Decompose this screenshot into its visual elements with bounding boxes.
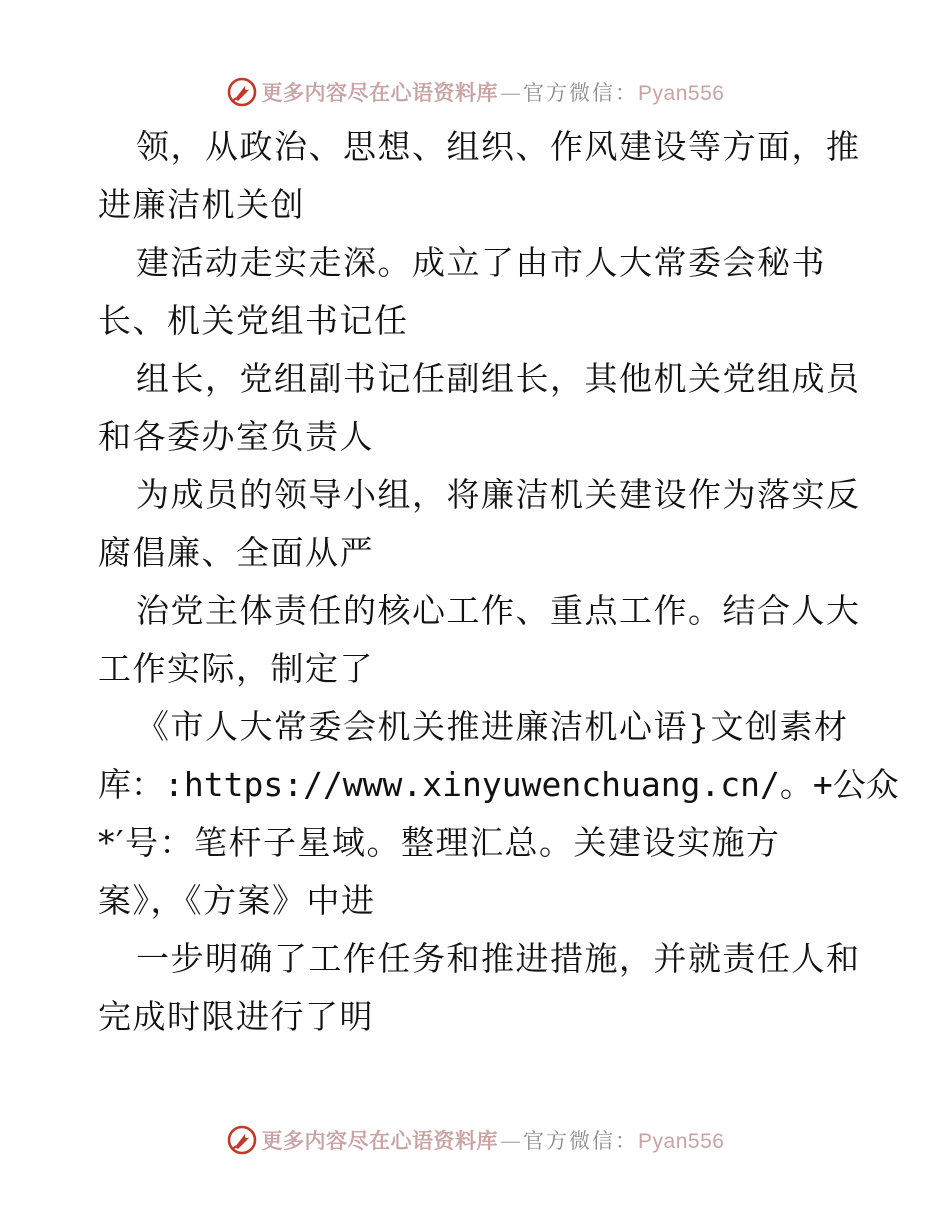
text-line: 一步明确了工作任务和推进措施，并就责任人和: [136, 939, 861, 978]
banner-wechat-label: 官方微信：: [523, 81, 639, 105]
header-banner: [0, 72, 950, 112]
pen-nib-logo-icon: [226, 76, 258, 108]
banner-site-name: 更多内容尽在心语资料库: [261, 1128, 499, 1153]
text-line: 进廉洁机关创: [98, 185, 305, 224]
text-line: 长、机关党组书记任: [98, 301, 409, 340]
footer-banner: [0, 1120, 950, 1160]
text-line: 工作实际，制定了: [98, 649, 374, 688]
text-line: 治党主体责任的核心工作、重点工作。结合人大: [136, 591, 861, 630]
banner-wechat-handle: Pyan556: [638, 1130, 725, 1153]
text-line: 领，从政治、思想、组织、作风建设等方面，推: [136, 127, 861, 166]
text-line: 《市人大常委会机关推进廉洁机心语}文创素材: [136, 707, 849, 746]
text-line: 腐倡廉、全面从严: [98, 533, 374, 572]
pen-nib-logo-icon: [226, 1124, 258, 1156]
text-line: 建活动走实走深。成立了由市人大常委会秘书: [136, 243, 826, 282]
document-body: [98, 118, 899, 1046]
banner-wechat-handle: Pyan556: [638, 82, 725, 105]
banner-separator: —: [500, 81, 522, 105]
banner-site-name: 更多内容尽在心语资料库: [261, 80, 499, 105]
banner-separator: —: [500, 1129, 522, 1153]
text-line: 案》，《方案》中进: [98, 881, 376, 920]
text-line: 库：:https://www.xinyuwenchuang.cn/。+公众: [98, 765, 899, 804]
text-line: 和各委办室负责人: [98, 417, 374, 456]
text-line: 为成员的领导小组，将廉洁机关建设作为落实反: [136, 475, 861, 514]
banner-wechat-label: 官方微信：: [523, 1129, 639, 1153]
text-line: 组长，党组副书记任副组长，其他机关党组成员: [136, 359, 861, 398]
text-line: 完成时限进行了明: [98, 997, 374, 1036]
text-line: *′号：笔杆子星域。整理汇总。关建设实施方: [98, 823, 781, 862]
